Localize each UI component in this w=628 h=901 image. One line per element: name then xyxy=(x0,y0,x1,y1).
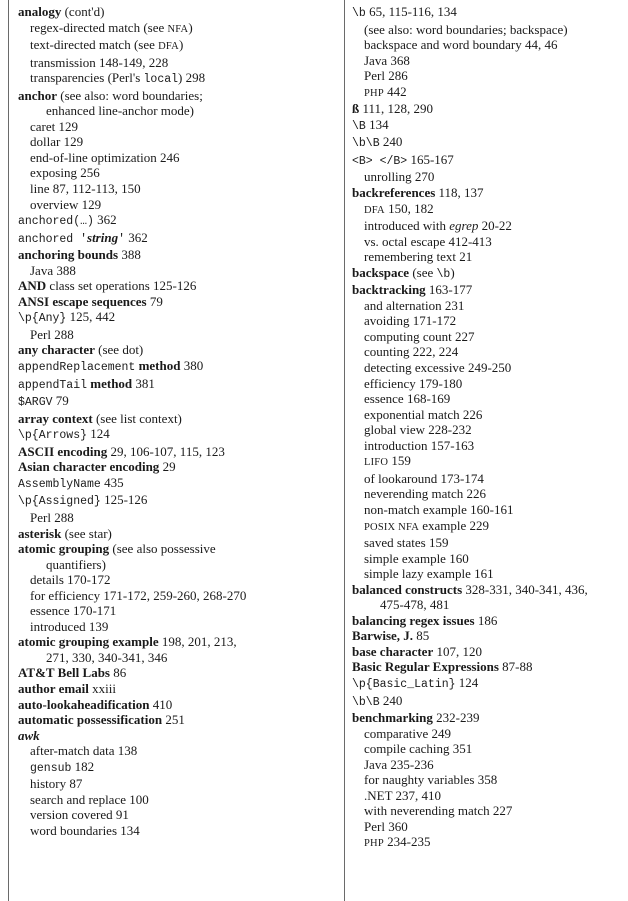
index-subentry xyxy=(18,588,318,604)
entry-text: atomic grouping example xyxy=(18,634,159,650)
index-subentry xyxy=(352,37,622,53)
index-entry-continuation xyxy=(18,557,318,573)
entry-text: $ARGV xyxy=(18,396,53,410)
entry-text: 362 xyxy=(125,229,148,245)
entry-text: details 170-172 xyxy=(30,572,111,588)
index-subentry xyxy=(352,772,622,788)
index-entry xyxy=(18,459,318,475)
entry-text: 20-22 xyxy=(478,218,512,234)
entry-text: \b xyxy=(436,267,451,281)
entry-text: \b\B xyxy=(352,137,380,151)
entry-text: AssemblyName xyxy=(18,477,101,491)
entry-text: for naughty variables 358 xyxy=(364,772,498,788)
entry-text: 163-177 xyxy=(425,282,473,298)
index-subentry xyxy=(352,84,622,102)
entry-text: balanced constructs xyxy=(352,581,463,597)
entry-text: introduced 139 xyxy=(30,618,109,634)
entry-text: \p{Assigned} xyxy=(18,495,101,509)
entry-text: version covered 91 xyxy=(30,807,129,823)
entry-text: appendTail xyxy=(18,378,88,392)
entry-text: (see also: word boundaries; backspace) xyxy=(364,21,568,37)
index-subentry xyxy=(352,234,622,250)
entry-text: overview 129 xyxy=(30,196,102,212)
index-subentry xyxy=(352,68,622,84)
entry-text: search and replace 100 xyxy=(30,791,149,807)
index-entry xyxy=(18,444,318,460)
entry-text: ANSI escape sequences xyxy=(18,293,147,309)
entry-text: 362 xyxy=(93,212,117,228)
index-subentry xyxy=(18,619,318,635)
entry-text: comparative 249 xyxy=(364,725,451,741)
index-column-left xyxy=(18,4,318,838)
entry-text: NFA xyxy=(167,23,189,35)
entry-text: transparencies (Perl's xyxy=(30,70,144,86)
entry-text: ) 298 xyxy=(178,70,206,86)
entry-text: counting 222, 224 xyxy=(364,344,459,360)
entry-text: 124 xyxy=(455,674,479,690)
entry-text: 198, 201, 213, xyxy=(158,634,237,650)
entry-text: Asian character encoding xyxy=(18,459,160,475)
entry-text: 380 xyxy=(180,358,204,374)
entry-text: essence 168-169 xyxy=(364,391,451,407)
entry-text: 240 xyxy=(379,134,403,150)
index-subentry xyxy=(352,376,622,392)
index-subentry xyxy=(18,823,318,839)
index-subentry xyxy=(18,776,318,792)
entry-text: local xyxy=(143,73,179,87)
entry-text: exposing 256 xyxy=(30,165,100,181)
entry-text: Perl 286 xyxy=(364,68,408,84)
entry-text: caret 129 xyxy=(30,118,79,134)
entry-text: PHP xyxy=(364,87,384,99)
index-subentry xyxy=(352,757,622,773)
entry-text: awk xyxy=(18,727,40,743)
entry-text: 232-239 xyxy=(432,710,480,726)
index-entry xyxy=(352,675,622,693)
entry-text: ASCII encoding xyxy=(18,443,108,459)
index-entry xyxy=(18,247,318,263)
entry-text: 381 xyxy=(132,375,155,391)
entry-text: \b xyxy=(352,7,366,20)
index-subentry xyxy=(352,819,622,835)
entry-text: 328-331, 340-341, 436, xyxy=(462,581,588,597)
index-subentry xyxy=(352,298,622,314)
index-entry xyxy=(352,134,622,152)
index-subentry xyxy=(352,788,622,804)
index-subentry xyxy=(18,807,318,823)
entry-text: (see xyxy=(409,264,437,280)
entry-text: AND xyxy=(18,278,47,294)
entry-text: analogy xyxy=(18,4,62,19)
entry-text: string xyxy=(87,229,119,245)
entry-text: method xyxy=(135,358,181,374)
index-entry xyxy=(352,265,622,283)
entry-text: 251 xyxy=(162,712,185,728)
entry-text: 125-126 xyxy=(100,492,148,508)
entry-text: neverending match 226 xyxy=(364,486,487,502)
index-subentry xyxy=(352,218,622,234)
entry-text: 29 xyxy=(159,459,176,475)
entry-text: history 87 xyxy=(30,776,83,792)
index-subentry xyxy=(352,407,622,423)
entry-text: non-match example 160-161 xyxy=(364,501,514,517)
entry-text: (see list context) xyxy=(92,410,182,426)
index-subentry xyxy=(352,486,622,502)
entry-text: introduced with xyxy=(364,218,450,234)
index-entry-continuation xyxy=(18,103,318,119)
index-entry xyxy=(352,710,622,726)
entry-text: PHP xyxy=(364,838,384,850)
entry-text: POSIX NFA xyxy=(364,521,419,533)
index-subentry xyxy=(352,834,622,852)
entry-text: any character xyxy=(18,342,95,358)
entry-text: 111, 128, 290 xyxy=(359,101,434,117)
entry-text: backtracking xyxy=(352,282,426,298)
index-entry xyxy=(352,152,622,170)
index-subentry xyxy=(352,551,622,567)
index-subentry xyxy=(352,471,622,487)
entry-text: 475-478, 481 xyxy=(380,597,450,613)
entry-text: automatic possessification xyxy=(18,712,163,728)
entry-text: \p{Basic_Latin} xyxy=(352,677,456,691)
index-entry xyxy=(352,659,622,675)
left-margin-rule xyxy=(8,0,9,901)
index-entry xyxy=(18,492,318,510)
index-subentry xyxy=(352,566,622,582)
entry-text: simple lazy example 161 xyxy=(364,566,494,582)
entry-text: anchored(…) xyxy=(18,215,94,229)
entry-text: compile caching 351 xyxy=(364,741,473,757)
index-entry xyxy=(18,728,318,744)
entry-text: 29, 106-107, 115, 123 xyxy=(107,443,225,459)
entry-text: Java 368 xyxy=(364,52,410,68)
index-subentry xyxy=(352,438,622,454)
index-entry xyxy=(18,541,318,557)
entry-text: 79 xyxy=(52,393,69,409)
entry-text: ) xyxy=(178,37,184,53)
entry-text: base character xyxy=(352,643,434,659)
entry-text: array context xyxy=(18,410,93,426)
entry-text: <B> </B> xyxy=(352,154,408,168)
index-entry xyxy=(18,342,318,358)
entry-text: Perl 288 xyxy=(30,326,74,342)
entry-text: backreferences xyxy=(352,185,436,201)
index-column-right xyxy=(352,4,622,852)
entry-text: egrep xyxy=(449,218,479,234)
entry-text: 410 xyxy=(149,696,173,712)
index-subentry xyxy=(352,22,622,38)
index-entry xyxy=(352,628,622,644)
entry-text: backspace and word boundary 44, 46 xyxy=(364,37,558,53)
index-subentry xyxy=(352,422,622,438)
entry-text: (see also possessive xyxy=(109,541,216,557)
index-subentry xyxy=(18,510,318,526)
index-entry xyxy=(18,4,318,20)
index-subentry xyxy=(18,197,318,213)
index-entry xyxy=(18,309,318,327)
entry-text: 107, 120 xyxy=(433,643,482,659)
entry-text: word boundaries 134 xyxy=(30,822,140,838)
entry-text: 79 xyxy=(146,293,163,309)
index-entry xyxy=(18,376,318,394)
entry-text: unrolling 270 xyxy=(364,169,435,185)
index-entry xyxy=(352,4,622,22)
index-subentry xyxy=(352,360,622,376)
entry-text: 85 xyxy=(413,628,430,644)
index-subentry xyxy=(352,391,622,407)
entry-text: 182 xyxy=(71,758,95,774)
index-entry xyxy=(352,644,622,660)
entry-text: ß xyxy=(352,101,360,117)
entry-text: of lookaround 173-174 xyxy=(364,470,484,486)
entry-text: 234-235 xyxy=(383,834,431,850)
entry-text: Perl 288 xyxy=(30,509,74,525)
entry-text: 125, 442 xyxy=(66,309,116,325)
entry-text: (cont'd) xyxy=(61,4,105,19)
entry-text: regex-directed match (see xyxy=(30,19,168,35)
index-subentry xyxy=(352,518,622,536)
entry-text: enhanced line-anchor mode) xyxy=(46,103,194,119)
index-entry xyxy=(18,358,318,376)
entry-text: DFA xyxy=(158,41,179,53)
entry-text: appendReplacement xyxy=(18,361,136,375)
entry-text: with neverending match 227 xyxy=(364,803,513,819)
entry-text: 442 xyxy=(383,83,407,99)
entry-text: 435 xyxy=(100,474,124,490)
index-subentry xyxy=(18,181,318,197)
entry-text: computing count 227 xyxy=(364,328,475,344)
index-entry xyxy=(352,282,622,298)
entry-text: Barwise, J. xyxy=(352,628,414,644)
entry-text: \p{Arrows} xyxy=(18,429,88,443)
index-subentry xyxy=(18,55,318,71)
index-entry xyxy=(18,665,318,681)
index-entry xyxy=(352,693,622,711)
entry-text: anchor xyxy=(18,87,57,103)
index-subentry xyxy=(352,453,622,471)
entry-text: ) xyxy=(188,19,193,35)
index-subentry xyxy=(352,53,622,69)
entry-text: DFA xyxy=(364,204,385,216)
entry-text: \b\B xyxy=(352,695,380,709)
index-subentry xyxy=(352,535,622,551)
entry-text: line 87, 112-113, 150 xyxy=(30,181,141,197)
entry-text: (see star) xyxy=(61,525,112,541)
index-subentry xyxy=(18,327,318,343)
entry-text: 134 xyxy=(365,116,389,132)
entry-text: 87-88 xyxy=(498,659,533,675)
index-subentry xyxy=(352,329,622,345)
entry-text: auto-lookaheadification xyxy=(18,696,150,712)
index-entry-continuation xyxy=(18,650,318,666)
entry-text: end-of-line optimization 246 xyxy=(30,149,180,165)
entry-text: \B xyxy=(352,119,366,133)
entry-text: detecting excessive 249-250 xyxy=(364,360,512,376)
index-entry xyxy=(352,582,622,598)
index-subentry xyxy=(352,344,622,360)
entry-text: ' xyxy=(118,232,125,246)
index-subentry xyxy=(18,70,318,88)
entry-text: AT&T Bell Labs xyxy=(18,665,110,681)
index-entry xyxy=(352,101,622,117)
entry-text: after-match data 138 xyxy=(30,743,138,759)
entry-text: text-directed match (see xyxy=(30,37,159,53)
entry-text: 124 xyxy=(87,426,110,442)
index-entry xyxy=(18,634,318,650)
index-entry xyxy=(18,278,318,294)
entry-text: vs. octal escape 412-413 xyxy=(364,233,492,249)
index-entry xyxy=(18,712,318,728)
index-subentry xyxy=(18,37,318,55)
entry-text: avoiding 171-172 xyxy=(364,313,457,329)
index-entry xyxy=(18,393,318,411)
entry-text: gensub xyxy=(30,761,72,775)
entry-text: transmission 148-149, 228 xyxy=(30,54,169,70)
entry-text: remembering text 21 xyxy=(364,249,473,265)
index-subentry xyxy=(18,150,318,166)
index-subentry xyxy=(352,201,622,219)
entry-text: 65, 115-116, 134 xyxy=(365,4,457,19)
entry-text: .NET 237, 410 xyxy=(364,787,442,803)
index-subentry xyxy=(18,165,318,181)
entry-text: xxiii xyxy=(88,680,116,696)
index-entry xyxy=(18,212,318,230)
entry-text: Perl 360 xyxy=(364,818,408,834)
entry-text: (see dot) xyxy=(94,342,144,358)
entry-text: quantifiers) xyxy=(46,556,106,572)
entry-text: efficiency 179-180 xyxy=(364,375,463,391)
index-subentry xyxy=(18,263,318,279)
index-entry xyxy=(352,185,622,201)
entry-text: 186 xyxy=(474,612,498,628)
index-subentry xyxy=(18,119,318,135)
entry-text: anchored ' xyxy=(18,232,88,246)
entry-text: 86 xyxy=(109,665,127,681)
entry-text: balancing regex issues xyxy=(352,612,475,628)
entry-text: anchoring bounds xyxy=(18,247,119,263)
index-entry xyxy=(18,475,318,493)
index-subentry xyxy=(18,572,318,588)
entry-text: class set operations 125-126 xyxy=(46,278,197,294)
entry-text: 159 xyxy=(388,453,411,469)
entry-text: simple example 160 xyxy=(364,550,469,566)
index-subentry xyxy=(352,169,622,185)
entry-text: Java 235-236 xyxy=(364,756,434,772)
entry-text: example 229 xyxy=(419,517,490,533)
entry-text: and alternation 231 xyxy=(364,297,465,313)
entry-text: exponential match 226 xyxy=(364,406,483,422)
index-subentry xyxy=(352,741,622,757)
entry-text: 388 xyxy=(118,247,141,263)
entry-text: Basic Regular Expressions xyxy=(352,659,499,675)
index-subentry xyxy=(352,313,622,329)
index-entry xyxy=(352,117,622,135)
index-entry xyxy=(18,697,318,713)
entry-text: backspace xyxy=(352,264,410,280)
index-subentry xyxy=(352,249,622,265)
entry-text: saved states 159 xyxy=(364,535,449,551)
entry-text: essence 170-171 xyxy=(30,603,117,619)
entry-text: Java 388 xyxy=(30,262,76,278)
entry-text: LIFO xyxy=(364,457,389,469)
index-subentry xyxy=(18,134,318,150)
entry-text: (see also: word boundaries; xyxy=(57,87,203,103)
entry-text: 150, 182 xyxy=(384,200,434,216)
entry-text: atomic grouping xyxy=(18,541,110,557)
entry-text: ) xyxy=(450,264,455,280)
index-subentry xyxy=(352,803,622,819)
entry-text: asterisk xyxy=(18,525,62,541)
entry-text: benchmarking xyxy=(352,710,433,726)
column-divider-rule xyxy=(344,0,345,901)
entry-text: method xyxy=(87,375,133,391)
entry-text: 165-167 xyxy=(407,151,454,167)
index-entry xyxy=(18,294,318,310)
index-entry xyxy=(18,230,318,248)
entry-text: 240 xyxy=(379,692,403,708)
entry-text: author email xyxy=(18,680,89,696)
index-subentry xyxy=(18,759,318,777)
entry-text: introduction 157-163 xyxy=(364,437,475,453)
index-entry xyxy=(18,526,318,542)
index-subentry xyxy=(18,792,318,808)
entry-text: \p{Any} xyxy=(18,312,67,326)
index-entry xyxy=(18,426,318,444)
entry-text: 118, 137 xyxy=(435,185,484,201)
index-subentry xyxy=(18,20,318,38)
index-subentry xyxy=(18,743,318,759)
index-subentry xyxy=(352,726,622,742)
index-entry xyxy=(352,613,622,629)
index-subentry xyxy=(18,603,318,619)
entry-text: global view 228-232 xyxy=(364,422,472,438)
entry-text: 271, 330, 340-341, 346 xyxy=(46,649,168,665)
entry-text: dollar 129 xyxy=(30,134,84,150)
entry-text: for efficiency 171-172, 259-260, 268-270 xyxy=(30,587,247,603)
index-entry xyxy=(18,681,318,697)
index-entry-continuation xyxy=(352,597,622,613)
index-entry xyxy=(18,88,318,104)
index-subentry xyxy=(352,502,622,518)
index-entry xyxy=(18,411,318,427)
